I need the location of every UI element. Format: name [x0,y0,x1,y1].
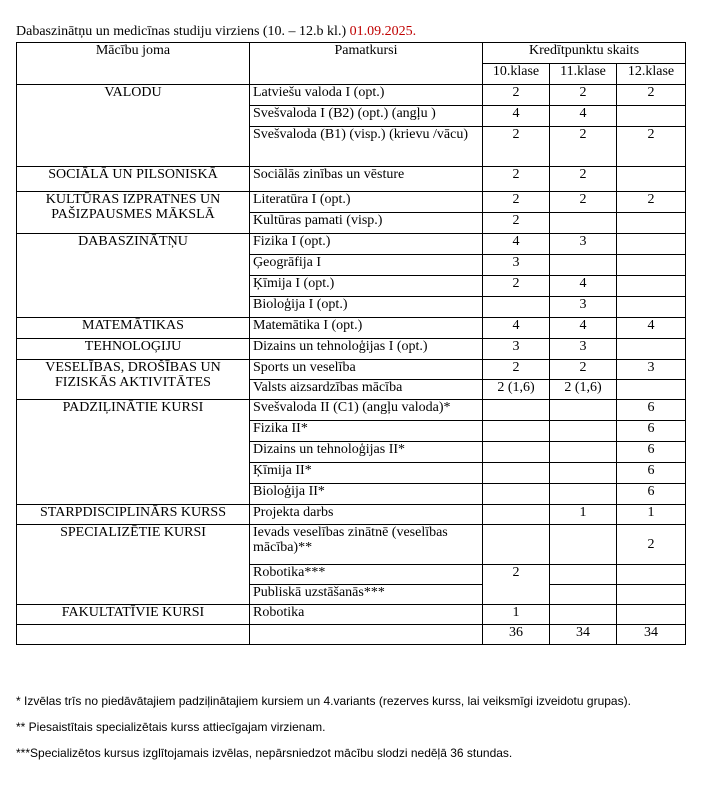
table-row [17,360,686,380]
credit-10: 2 [483,360,550,380]
credit-10: 2 [483,85,550,106]
course-name: Ģeogrāfija I [250,255,483,276]
course-name: Literatūra I (opt.) [250,192,483,213]
credit-11: 3 [550,297,617,318]
credit-12: 6 [617,442,686,463]
total-10: 36 [483,625,550,645]
credit-11: 3 [550,234,617,255]
credit-11: 2 [550,85,617,106]
credit-12: 2 [617,85,686,106]
credit-11: 4 [550,276,617,297]
course-name: Fizika II* [250,421,483,442]
totals-row [17,625,686,645]
area-tech: TEHNOLOĢIJU [17,339,250,360]
header-courses: Pamatkursi [250,43,483,85]
credit-12: 2 [617,192,686,213]
header-area: Mācību joma [17,43,250,85]
course-name: Svešvaloda II (C1) (angļu valoda)* [250,400,483,421]
course-name: Svešvaloda (B1) (visp.) (krievu /vācu) [250,127,483,167]
credit-11 [550,463,617,484]
course-name: Bioloģija I (opt.) [250,297,483,318]
course-name: Dizains un tehnoloģijas I (opt.) [250,339,483,360]
area-social: SOCIĀLĀ UN PILSONISKĀ [17,167,250,192]
course-name: Valsts aizsardzības mācība [250,380,483,400]
credit-12: 6 [617,400,686,421]
credit-10 [483,421,550,442]
credit-12 [617,605,686,625]
area-valodu: VALODU [17,85,250,167]
course-name: Sociālās zinības un vēsture [250,167,483,192]
totals-empty-area [17,625,250,645]
credit-10: 2 (1,6) [483,380,550,400]
area-advanced: PADZIĻINĀTIE KURSI [17,400,250,505]
credit-11 [550,421,617,442]
area-science: DABASZINĀTŅU [17,234,250,318]
course-name: Kultūras pamati (visp.) [250,213,483,234]
table-row [17,339,686,360]
credit-12: 2 [617,525,686,565]
credit-12: 2 [617,127,686,167]
credit-12 [617,380,686,400]
table-row [17,605,686,625]
table-row [17,400,686,421]
header-grade-10: 10.klase [483,64,550,85]
footnote-2: ** Piesaistītais specializētais kurss attiecīgajam virzienam. [16,720,326,734]
credit-10 [483,442,550,463]
credit-11 [550,484,617,505]
table-row [17,192,686,213]
credit-11: 2 [550,127,617,167]
credit-12: 1 [617,505,686,525]
credit-11: 2 (1,6) [550,380,617,400]
credit-12: 4 [617,318,686,339]
credit-11 [550,585,617,605]
course-name: Publiskā uzstāšanās*** [250,585,483,605]
header-grade-11: 11.klase [550,64,617,85]
table-row [17,234,686,255]
credit-11 [550,400,617,421]
credit-11: 4 [550,318,617,339]
credit-12: 6 [617,484,686,505]
credit-11: 1 [550,505,617,525]
credit-11 [550,605,617,625]
credit-11: 2 [550,167,617,192]
course-name: Projekta darbs [250,505,483,525]
credit-10: 3 [483,339,550,360]
credit-12: 6 [617,421,686,442]
area-culture: KULTŪRAS IZPRATNES UN PAŠIZPAUSMES MĀKSLĀ [17,192,250,234]
course-name: Sports un veselība [250,360,483,380]
course-name: Dizains un tehnoloģijas II* [250,442,483,463]
footnote-1: * Izvēlas trīs no piedāvātajiem padziļinātajiem kursiem un 4.variants (rezerves kurss, lai veiksmīgi izveidotu grupas). [16,694,631,708]
credit-11: 2 [550,360,617,380]
credit-11 [550,565,617,585]
header-credits: Kredītpunktu skaits [483,43,686,64]
credit-10: 4 [483,106,550,127]
credit-12 [617,276,686,297]
course-name: Latviešu valoda I (opt.) [250,85,483,106]
credit-12 [617,339,686,360]
credit-12 [617,106,686,127]
table-row [17,525,686,565]
course-name: Svešvaloda I (B2) (opt.) (angļu ) [250,106,483,127]
credit-10: 2 [483,276,550,297]
area-health: VESELĪBAS, DROŠĪBAS UN FIZISKĀS AKTIVITĀTES [17,360,250,400]
course-name: Ķīmija I (opt.) [250,276,483,297]
credit-11 [550,213,617,234]
credit-10: 2 [483,565,550,605]
area-optional: FAKULTATĪVIE KURSI [17,605,250,625]
document-title [16,24,416,40]
credit-10 [483,463,550,484]
title-date: 01.09.2025. [349,24,417,39]
table-row [17,505,686,525]
credit-12: 6 [617,463,686,484]
credit-10: 2 [483,213,550,234]
credit-10: 2 [483,192,550,213]
credit-10 [483,484,550,505]
credit-12 [617,585,686,605]
area-math: MATEMĀTIKAS [17,318,250,339]
credit-12 [617,255,686,276]
credit-10: 2 [483,127,550,167]
course-name: Fizika I (opt.) [250,234,483,255]
footnote-3: ***Specializētos kursus izglītojamais izvēlas, nepārsniedzot mācību slodzi nedēļā 36 stundas. [16,746,513,760]
credit-10: 3 [483,255,550,276]
credit-11: 4 [550,106,617,127]
credit-12 [617,167,686,192]
course-name: Robotika [250,605,483,625]
course-name: Robotika*** [250,565,483,585]
credit-11 [550,255,617,276]
footnotes [16,692,706,770]
credit-10: 4 [483,318,550,339]
total-11: 34 [550,625,617,645]
credit-12 [617,297,686,318]
credit-10: 4 [483,234,550,255]
total-12: 34 [617,625,686,645]
credit-10 [483,505,550,525]
credit-10: 2 [483,167,550,192]
course-name: Bioloģija II* [250,484,483,505]
totals-empty-course [250,625,483,645]
credit-10: 1 [483,605,550,625]
credit-12 [617,565,686,585]
credit-10 [483,525,550,565]
table-row [17,318,686,339]
course-name: Ķīmija II* [250,463,483,484]
area-special: SPECIALIZĒTIE KURSI [17,525,250,605]
credit-12 [617,234,686,255]
table-row [17,167,686,192]
credit-11: 2 [550,192,617,213]
credit-11: 3 [550,339,617,360]
title-text: Dabaszinātņu un medicīnas studiju virziens (10. – 12.b kl.) [16,24,350,39]
header-grade-12: 12.klase [617,64,686,85]
course-name: Matemātika I (opt.) [250,318,483,339]
curriculum-table [16,42,686,645]
area-interdisc: STARPDISCIPLINĀRS KURSS [17,505,250,525]
credit-12 [617,213,686,234]
credit-11 [550,525,617,565]
credit-10 [483,400,550,421]
credit-12: 3 [617,360,686,380]
credit-10 [483,297,550,318]
credit-11 [550,442,617,463]
table-row [17,85,686,106]
course-name: Ievads veselības zinātnē (veselības mācība)** [250,525,483,565]
